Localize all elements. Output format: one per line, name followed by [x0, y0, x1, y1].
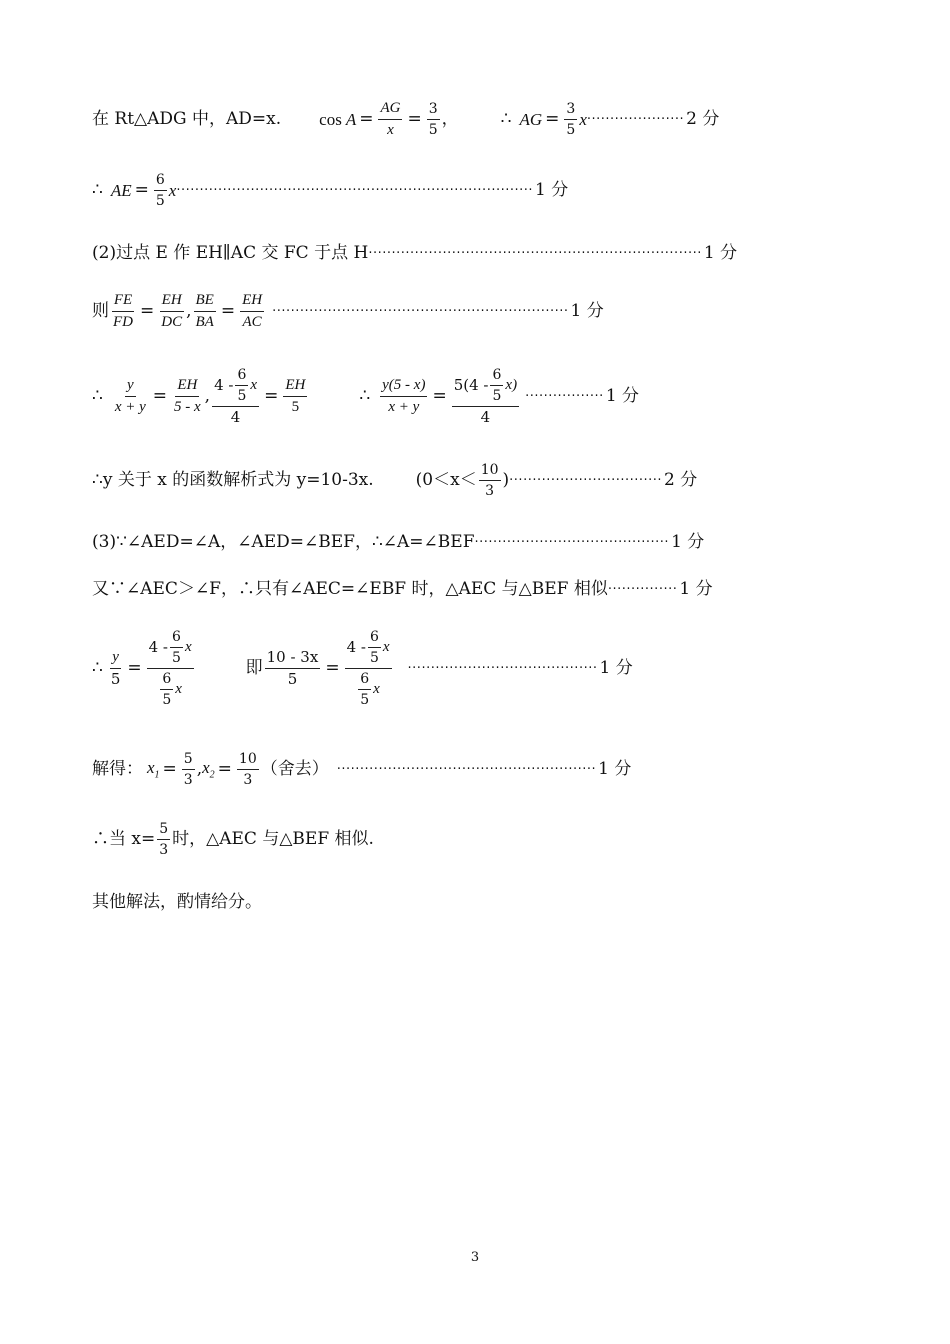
l5-inner-5: 5	[237, 388, 247, 404]
l1-frac-ag-x	[378, 101, 402, 138]
l3-score: 1 分	[703, 243, 738, 263]
l1-leader: ·····················	[586, 113, 685, 126]
l9-leader: ·········································	[407, 662, 598, 675]
l11-frac-5-3	[157, 822, 170, 857]
l10-den-3: 3	[183, 772, 193, 788]
l1-cos: cos	[319, 110, 342, 129]
l9-num-10m3x: 10 - 3x	[265, 650, 321, 669]
l4-num-fe: FE	[112, 293, 134, 312]
l1-ag2: AG	[519, 110, 543, 129]
l9-frac-big1	[147, 630, 194, 707]
l1-eq: =	[359, 109, 374, 129]
l4-den-dc: DC	[161, 314, 183, 330]
l9-den-big2	[354, 669, 382, 707]
l5-inner-frac	[235, 368, 248, 403]
l1-therefore: ∴	[500, 109, 512, 129]
line-8	[92, 581, 713, 598]
l10-frac-5-3	[182, 752, 195, 787]
l9-num-big1	[147, 630, 194, 669]
l7-score: 1 分	[671, 532, 705, 552]
l1-prefix: 在 Rt△ADG 中，AD=x.	[92, 109, 282, 129]
l10-den-3b: 3	[243, 772, 253, 788]
l2-den-5: 5	[155, 193, 165, 209]
l4-frac-fe-fd	[111, 293, 135, 330]
l9-inner-b-x: x	[175, 681, 182, 697]
l5-den-xpy: x + y	[114, 399, 146, 415]
l1-x2: x	[579, 110, 587, 129]
l1-score: 2 分	[686, 109, 720, 129]
l5-den-5b: 5	[291, 399, 300, 415]
l4-frac-eh-ac	[240, 293, 264, 330]
l5-frac-complex	[212, 368, 259, 425]
l9-frac-10m3x	[265, 650, 321, 687]
l2-frac-6-5	[154, 173, 167, 208]
l9-inner-c	[368, 630, 381, 665]
l7-text: (3)∵∠AED=∠A，∠AED=∠BEF，∴∠A=∠BEF	[92, 532, 475, 552]
l9-therefore: ∴	[92, 658, 103, 678]
l9-inner-b	[160, 672, 173, 707]
l9-inner-c-5: 5	[369, 650, 379, 666]
l6-num-10: 10	[479, 463, 501, 481]
l9-den-5b: 5	[287, 670, 298, 688]
l1-num-3b: 3	[564, 102, 577, 120]
l9-inner-c-6: 6	[368, 630, 381, 648]
l4-den-ba: BA	[195, 314, 214, 330]
l3-text: (2)过点 E 作 EH∥AC 交 FC 于点 H	[92, 243, 369, 263]
l5-num-eh: EH	[175, 378, 199, 397]
line-12	[92, 894, 262, 911]
l9-four-minus: 4 -	[148, 638, 169, 656]
l3-leader: ········································································	[368, 247, 702, 260]
l10-frac-10-3	[237, 752, 259, 787]
line-2: ∴ AE = $\frac{6}{5}$ x ············································································· 1 分	[92, 172, 569, 209]
line-9: ∴ $\frac{y}{5}$ = 4 - $\frac{6}{5}$ x $\frac{6}{5}$ x 即 $\frac{10 - 3x}{5}$ = 4 - $\frac{6}{5}$ x $\frac{6}{5}$ x ········································· 1 分	[92, 629, 633, 708]
l1-A: A	[345, 110, 357, 129]
l4-frac-eh-dc	[159, 293, 184, 330]
l11-num-5: 5	[157, 822, 170, 840]
l12-text: 其他解法，酌情给分。	[92, 892, 262, 912]
line-5: ∴ $\frac{y}{x + y}$ = $\frac{EH}{5 - x}$ , 4 - $\frac{6}{5}$ x 4 = $\frac{EH}{5}$ ∴ $\frac{y(5 - x)}{x + y}$ = 5(4 - $\frac{6}{5}$ x) 4 ················· 1 分	[92, 367, 640, 426]
l4-prefix: 则	[92, 301, 109, 321]
l4-num-eh2: EH	[240, 293, 264, 312]
l5-inner2-6: 6	[490, 368, 503, 386]
l2-therefore: ∴	[92, 180, 103, 200]
l9-den-5: 5	[110, 670, 121, 688]
l10-x1	[147, 759, 160, 780]
l6-leader: ·································	[509, 474, 663, 487]
l4-den-fd: FD	[113, 314, 133, 330]
l5-num-eh2: EH	[283, 378, 307, 397]
l9-four-minus2: 4 -	[346, 638, 366, 656]
l5-leader: ·················	[525, 390, 604, 403]
l1-num-ag: AG	[378, 101, 402, 120]
l5-den-xpy2: x + y	[388, 399, 420, 415]
l5-frac-y-xpy	[113, 378, 148, 415]
l2-ae: AE	[110, 181, 132, 200]
l10-x2-sub: 2	[209, 769, 215, 781]
l8-leader: ···············	[607, 583, 678, 596]
page-number: 3	[470, 1250, 480, 1265]
l9-inner-d-6: 6	[358, 672, 371, 690]
l5-inner-6: 6	[235, 368, 248, 386]
l5-frac-eh-5mx	[172, 378, 203, 415]
l6-range-close: )	[502, 470, 510, 490]
l1-den-x: x	[387, 122, 394, 138]
l4-score: 1 分	[570, 301, 604, 321]
line-6	[92, 463, 697, 498]
l9-frac-big2	[345, 630, 392, 707]
l10-score: 1 分	[598, 759, 632, 779]
l5-num-y: y	[125, 378, 136, 397]
line-4: 则 $\frac{FE}{FD}$ = $\frac{EH}{DC}$ , $\frac{BE}{BA}$ = $\frac{EH}{AC}$ ································································ 1 分	[92, 292, 604, 330]
l9-num-big2	[345, 630, 392, 669]
l1-eq2: =	[407, 109, 422, 129]
l4-num-eh: EH	[160, 293, 184, 312]
l11-prefix: ∴当 x=	[92, 829, 156, 849]
l2-leader: ·············································································	[176, 184, 534, 197]
l5-x-paren: x)	[505, 377, 518, 393]
l5-num-y5mx: y(5 - x)	[380, 378, 427, 397]
l9-den-big1	[156, 669, 184, 707]
l1-comma: ，	[441, 109, 459, 129]
l5-four-minus: 4 -	[214, 376, 234, 394]
l6-den-3: 3	[485, 483, 495, 499]
l5-num-complex2	[452, 368, 519, 407]
l5-five-paren: 5(4 -	[453, 376, 489, 394]
l1-frac-3-5b	[564, 102, 577, 137]
l6-score: 2 分	[664, 470, 698, 490]
l4-leader: ································································	[272, 305, 569, 318]
l9-inner-a	[170, 630, 183, 665]
l4-num-be: BE	[194, 293, 216, 312]
l10-num-10: 10	[237, 752, 259, 770]
l6-text: ∴y 关于 x 的函数解析式为 y=10-3x.	[92, 470, 374, 490]
line-7	[92, 534, 704, 551]
l7-leader: ··········································	[474, 536, 670, 549]
l11-suffix: 时，△AEC 与△BEF 相似.	[172, 829, 374, 849]
l9-inner-d-x: x	[373, 681, 380, 697]
l5-frac-eh-5	[283, 378, 307, 415]
l8-score: 1 分	[679, 579, 713, 599]
l4-den-ac: AC	[242, 314, 262, 330]
l1-frac-3-5	[427, 102, 440, 137]
l10-x1-letter: x	[147, 757, 155, 777]
line-3	[92, 245, 737, 262]
l9-inner-c-x: x	[382, 639, 390, 655]
l9-score: 1 分	[599, 658, 633, 678]
l9-inner-a-x: x	[184, 639, 192, 655]
l10-note: （舍去）	[260, 759, 329, 779]
l2-x: x	[168, 181, 177, 200]
l9-ji: 即	[245, 658, 263, 678]
l10-x2	[202, 759, 215, 780]
l10-prefix: 解得：	[92, 759, 143, 779]
l5-score: 1 分	[605, 386, 640, 406]
l9-inner-d	[358, 672, 371, 707]
line-1: 在 Rt△ADG 中，AD=x. cos A = $\frac{AG}{x}$ = $\frac{3}{5}$ ， ∴ AG = $\frac{3}{5}$ x ····················· 2 分	[92, 100, 720, 138]
l9-frac-y-5	[109, 650, 123, 687]
l11-den-3: 3	[159, 842, 169, 858]
line-11	[92, 822, 374, 857]
l5-inner-frac2	[490, 368, 503, 403]
l10-num-5: 5	[182, 752, 195, 770]
l2-score: 1 分	[535, 180, 569, 200]
l5-inner2-5: 5	[492, 388, 502, 404]
l5-num-complex	[212, 368, 259, 407]
l9-inner-b-6: 6	[160, 672, 173, 690]
l5-therefore2: ∴	[359, 386, 371, 406]
l8-text: 又∵∠AEC＞∠F，∴只有∠AEC=∠EBF 时，△AEC 与△BEF 相似	[92, 579, 608, 599]
l6-frac-10-3	[479, 463, 501, 498]
l10-x2-letter: x	[202, 757, 210, 777]
l1-den-5: 5	[428, 122, 438, 138]
l5-inner-x: x	[250, 377, 258, 393]
l5-therefore: ∴	[92, 386, 103, 406]
l9-inner-b-5: 5	[162, 692, 172, 708]
l1-den-5b: 5	[566, 122, 576, 138]
l6-range-open: (0＜x＜	[415, 470, 477, 490]
l1-num-3: 3	[427, 102, 440, 120]
l9-num-y: y	[110, 650, 121, 669]
l4-frac-be-ba	[194, 293, 216, 330]
l5-den-5mx: 5 - x	[174, 399, 201, 415]
l5-frac-complex2	[452, 368, 519, 425]
l5-frac-y5mx	[380, 378, 427, 415]
line-10: 解得： $x_1$ = $\frac{5}{3}$ , $x_2$ = $\frac{10}{3}$ （舍去） ························································ 1 分	[92, 751, 632, 788]
l9-inner-a-5: 5	[172, 650, 181, 666]
l10-x1-sub: 1	[154, 769, 160, 781]
l2-num-6: 6	[154, 173, 167, 191]
l5-den-4b: 4	[480, 408, 491, 426]
l9-inner-d-5: 5	[360, 692, 370, 708]
l5-den-4: 4	[230, 408, 241, 426]
l10-leader: ························································	[336, 763, 597, 776]
l9-inner-a-6: 6	[170, 630, 183, 648]
